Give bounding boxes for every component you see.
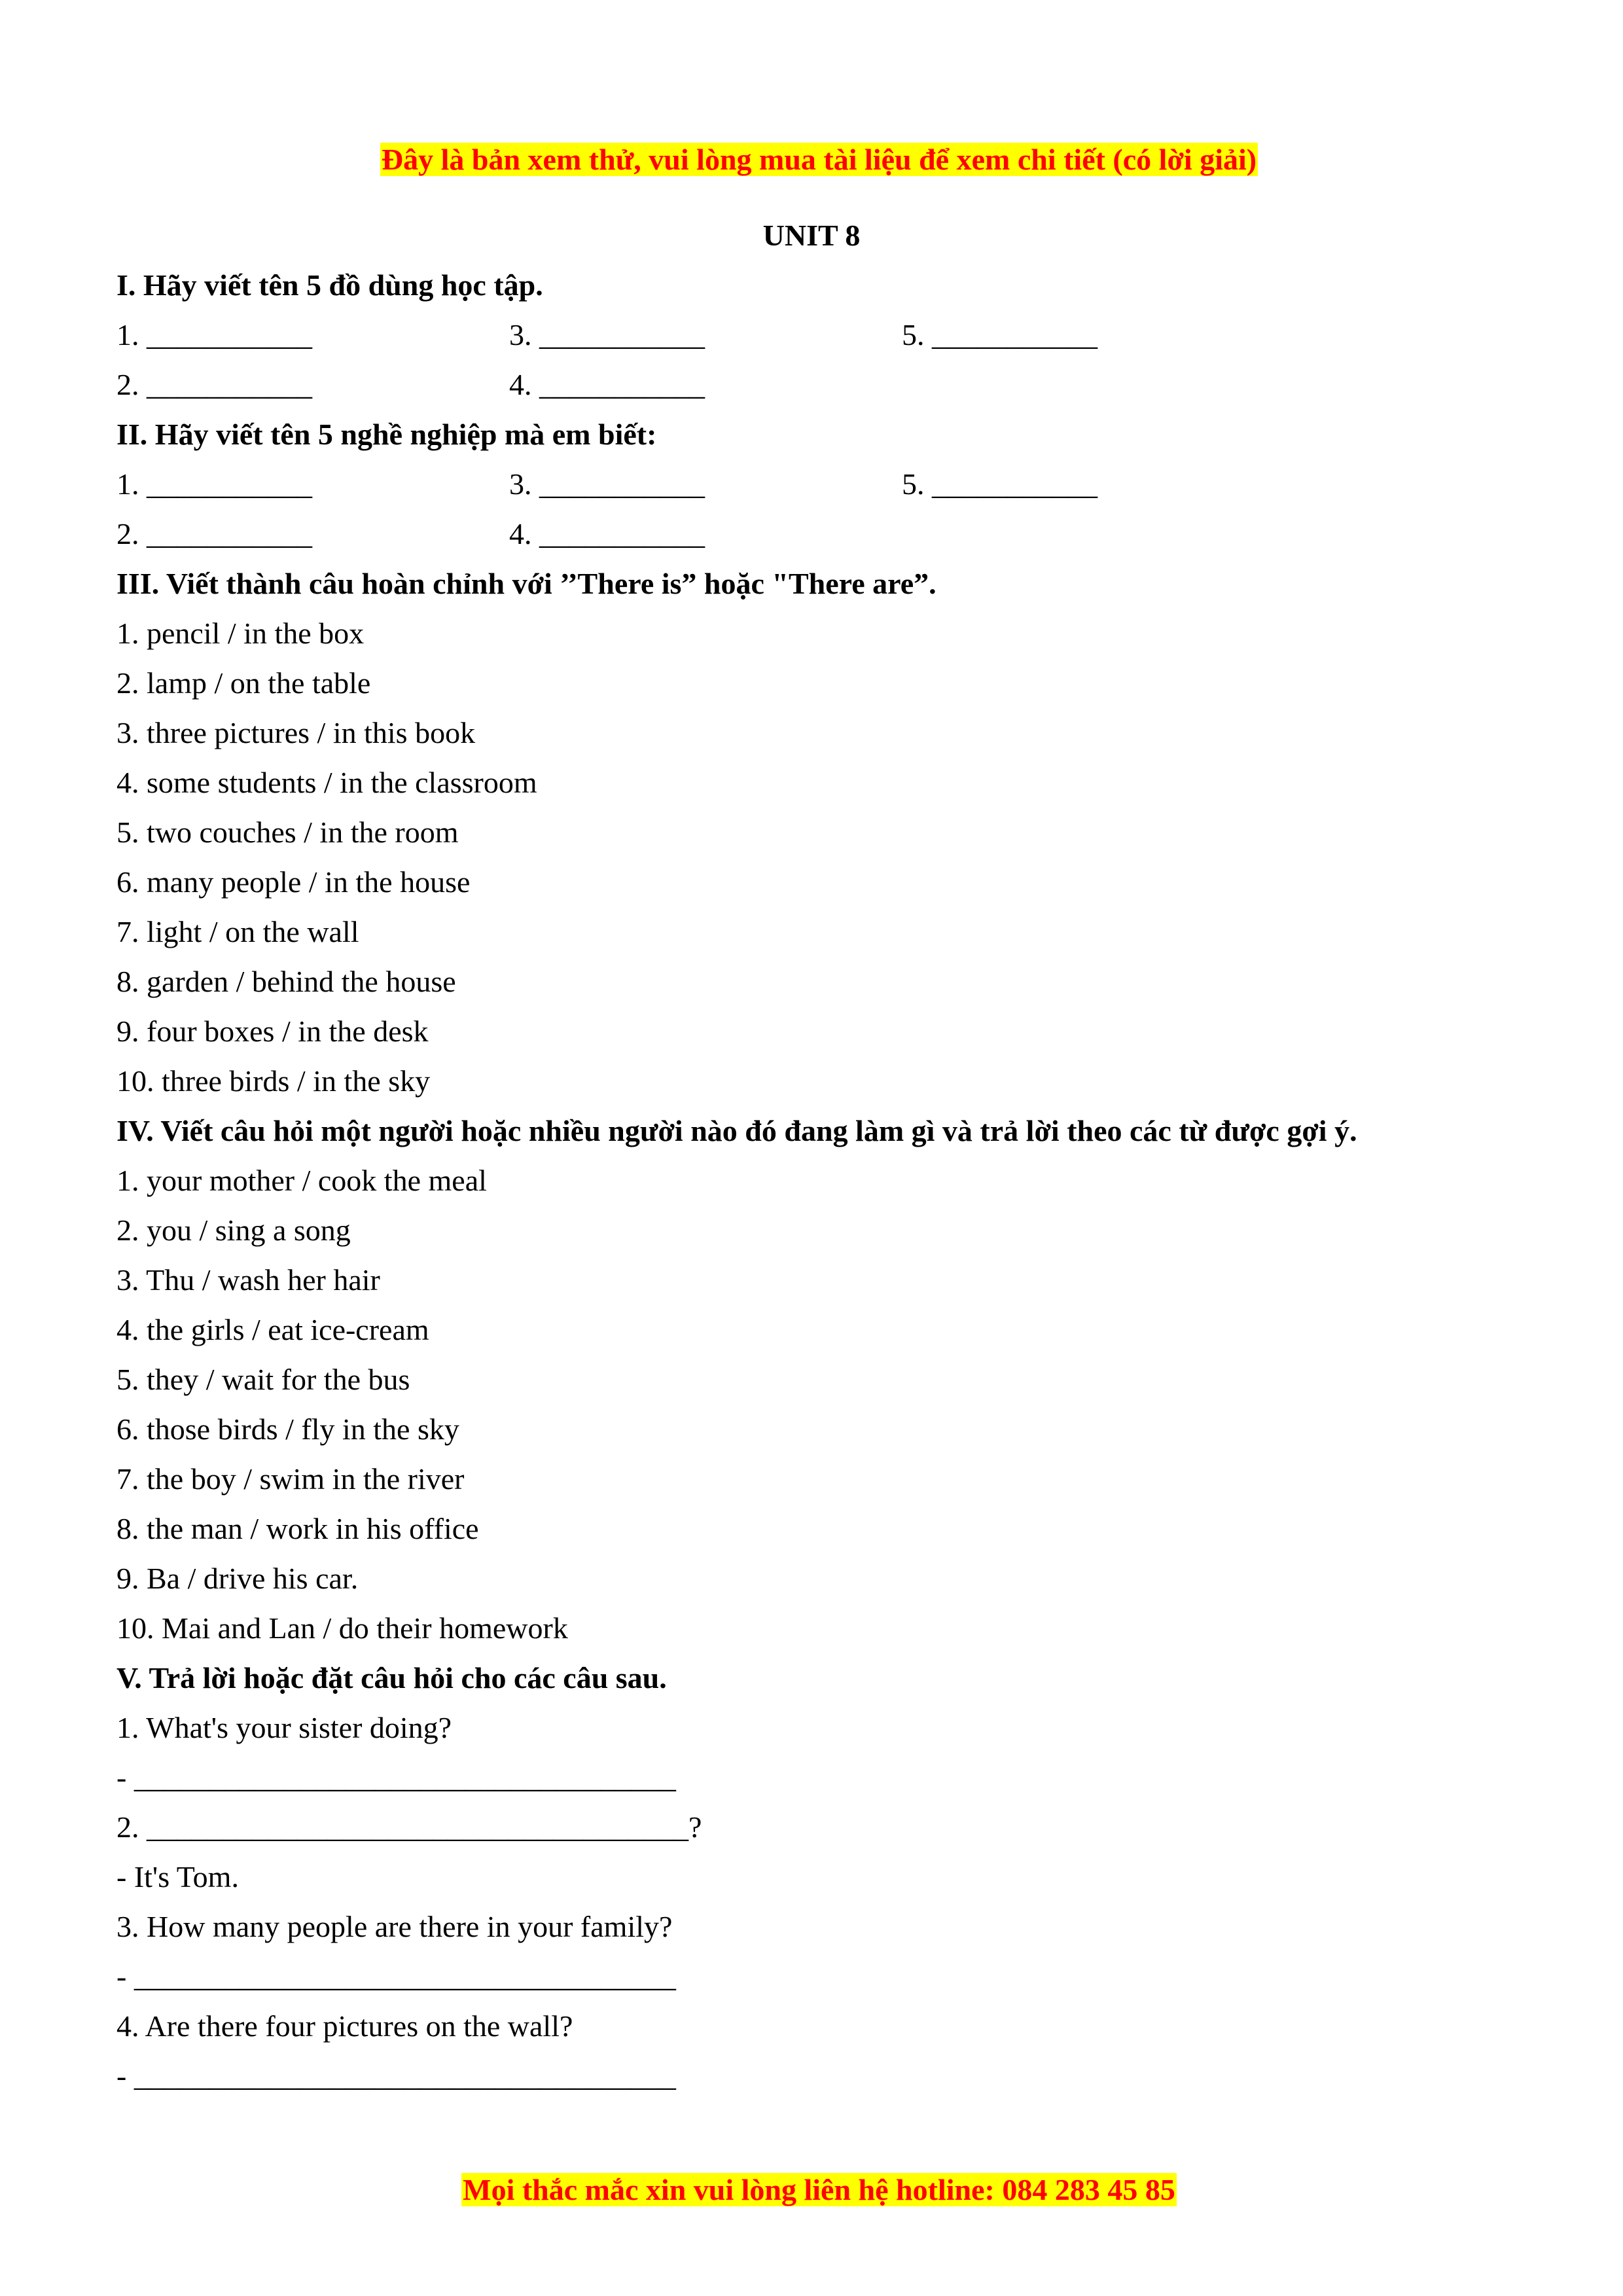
section-5-line: 1. What's your sister doing? xyxy=(116,1711,452,1744)
section-5-line: 4. Are there four pictures on the wall? xyxy=(116,2009,573,2043)
header-notice-text: Đây là bản xem thử, vui lòng mua tài liệu để xem chi tiết (có lời giải) xyxy=(381,143,1257,176)
section-4-item: 7. the boy / swim in the river xyxy=(116,1462,465,1496)
section-3-item: 3. three pictures / in this book xyxy=(116,716,476,749)
section-3-title: III. Viết thành câu hoàn chỉnh với ’’There is” hoặc "There are”. xyxy=(116,567,936,600)
section-4-item: 1. your mother / cook the meal xyxy=(116,1164,487,1197)
section-1-blank: 5. ___________ xyxy=(902,318,1097,351)
section-4-item: 6. those birds / fly in the sky xyxy=(116,1412,459,1446)
footer-notice xyxy=(0,2135,1623,2208)
section-1-title: I. Hãy viết tên 5 đồ dùng học tập. xyxy=(116,268,543,302)
section-4-item: 3. Thu / wash her hair xyxy=(116,1263,380,1297)
section-2-blank: 2. ___________ xyxy=(116,517,312,550)
section-2-blank: 4. ___________ xyxy=(509,517,705,550)
section-3-item: 2. lamp / on the table xyxy=(116,666,371,700)
header-notice xyxy=(0,105,1623,178)
section-2-blank: 1. ___________ xyxy=(116,467,312,501)
section-4-item: 2. you / sing a song xyxy=(116,1213,351,1247)
section-3-item: 9. four boxes / in the desk xyxy=(116,1014,429,1048)
section-4-item: 10. Mai and Lan / do their homework xyxy=(116,1611,568,1645)
section-4-item: 4. the girls / eat ice-cream xyxy=(116,1313,429,1346)
section-2-blank: 3. ___________ xyxy=(509,467,705,501)
section-5-title: V. Trả lời hoặc đặt câu hỏi cho các câu sau. xyxy=(116,1661,667,1695)
section-5-line: 2. ____________________________________? xyxy=(116,1810,702,1844)
section-5-line: 3. How many people are there in your family? xyxy=(116,1910,673,1943)
section-5-answer-blank: - ____________________________________ xyxy=(116,1960,676,1993)
section-4-item: 9. Ba / drive his car. xyxy=(116,1562,359,1595)
section-2-title: II. Hãy viết tên 5 nghề nghiệp mà em biết: xyxy=(116,418,657,451)
section-5-answer-blank: - ____________________________________ xyxy=(116,2059,676,2092)
section-5-answer-blank: - ____________________________________ xyxy=(116,1761,676,1794)
section-3-item: 1. pencil / in the box xyxy=(116,617,365,650)
section-3-item: 10. three birds / in the sky xyxy=(116,1064,431,1098)
section-5-line: - It's Tom. xyxy=(116,1860,239,1893)
section-1-blank: 1. ___________ xyxy=(116,318,312,351)
section-3-item: 8. garden / behind the house xyxy=(116,965,456,998)
section-3-item: 7. light / on the wall xyxy=(116,915,359,948)
section-2-blank: 5. ___________ xyxy=(902,467,1097,501)
section-4-item: 8. the man / work in his office xyxy=(116,1512,479,1545)
unit-title: UNIT 8 xyxy=(762,219,861,252)
section-4-title: IV. Viết câu hỏi một người hoặc nhiều người nào đó đang làm gì và trả lời theo các từ được gợi ý. xyxy=(116,1114,1357,1147)
section-3-item: 6. many people / in the house xyxy=(116,865,471,899)
section-1-blank: 3. ___________ xyxy=(509,318,705,351)
section-3-item: 4. some students / in the classroom xyxy=(116,766,537,799)
section-1-blank: 2. ___________ xyxy=(116,368,312,401)
section-4-item: 5. they / wait for the bus xyxy=(116,1363,410,1396)
section-3-item: 5. two couches / in the room xyxy=(116,816,459,849)
footer-notice-text: Mọi thắc mắc xin vui lòng liên hệ hotline: 084 283 45 85 xyxy=(463,2173,1175,2206)
section-1-blank: 4. ___________ xyxy=(509,368,705,401)
